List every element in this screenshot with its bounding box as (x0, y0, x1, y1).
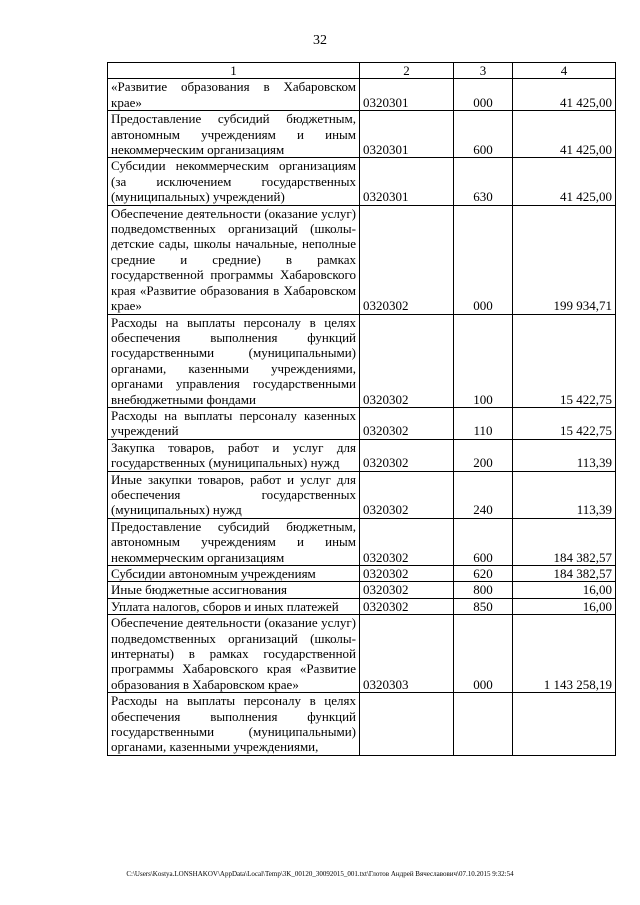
row-expense-type: 110 (454, 407, 513, 439)
table-row (108, 693, 616, 756)
row-target-code: 0320302 (360, 471, 454, 518)
row-amount: 15 422,75 (513, 314, 616, 407)
row-expense-type: 630 (454, 158, 513, 205)
row-description: Иные закупки товаров, работ и услуг для обеспечения государственных (муниципальных) нужд (108, 471, 360, 518)
row-description: Расходы на выплаты персоналу в целях обеспечения выполнения функций государственными (муниципальными) органами, казенными учреждениями, (108, 693, 360, 756)
row-description: Предоставление субсидий бюджетным, автономным учреждениям и иным некоммерческим организациям (108, 518, 360, 565)
table-row (108, 471, 616, 518)
row-expense-type: 200 (454, 439, 513, 471)
row-description: Субсидии автономным учреждениям (108, 566, 360, 582)
budget-table (107, 62, 616, 756)
row-expense-type: 000 (454, 615, 513, 693)
row-description: Обеспечение деятельности (оказание услуг) подведомственных организаций (школы-детские сады, школы начальные, неполные средние и средние) в рамках государственной программы Хабаровского края «Развитие образования в Хабаровском крае» (108, 205, 360, 314)
row-amount: 41 425,00 (513, 158, 616, 205)
row-description: Предоставление субсидий бюджетным, автономным учреждениям и иным некоммерческим организациям (108, 111, 360, 158)
row-expense-type: 600 (454, 518, 513, 565)
header-col-2: 2 (360, 63, 454, 79)
row-expense-type (454, 693, 513, 756)
row-amount: 41 425,00 (513, 111, 616, 158)
row-target-code: 0320303 (360, 615, 454, 693)
row-amount: 16,00 (513, 582, 616, 598)
row-target-code (360, 693, 454, 756)
row-expense-type: 800 (454, 582, 513, 598)
table-row (108, 79, 616, 111)
file-path-footer: C:\Users\Kostya.LONSHAKOV\AppData\Local\Temp\3K_00120_30092015_001.txt\Глотов Андрей Вячеславович\07.10.2015 9:32:54 (126, 870, 514, 878)
table-row (108, 566, 616, 582)
table-row (108, 205, 616, 314)
row-expense-type: 000 (454, 205, 513, 314)
row-target-code: 0320302 (360, 598, 454, 614)
row-amount: 1 143 258,19 (513, 615, 616, 693)
row-target-code: 0320302 (360, 518, 454, 565)
row-target-code: 0320302 (360, 205, 454, 314)
table-row (108, 314, 616, 407)
row-description: Уплата налогов, сборов и иных платежей (108, 598, 360, 614)
row-target-code: 0320302 (360, 407, 454, 439)
row-amount: 16,00 (513, 598, 616, 614)
table-row (108, 407, 616, 439)
row-target-code: 0320301 (360, 79, 454, 111)
row-amount: 113,39 (513, 439, 616, 471)
row-target-code: 0320301 (360, 158, 454, 205)
row-target-code: 0320302 (360, 582, 454, 598)
row-description: Расходы на выплаты персоналу в целях обеспечения выполнения функций государственными (муниципальными) органами, казенными учреждениями, органами управления государственными внебюджетными фондами (108, 314, 360, 407)
header-col-4: 4 (513, 63, 616, 79)
row-target-code: 0320302 (360, 566, 454, 582)
row-expense-type: 000 (454, 79, 513, 111)
row-description: Расходы на выплаты персоналу казенных учреждений (108, 407, 360, 439)
table-row (108, 158, 616, 205)
row-amount: 184 382,57 (513, 518, 616, 565)
row-expense-type: 850 (454, 598, 513, 614)
row-amount: 41 425,00 (513, 79, 616, 111)
table-row (108, 615, 616, 693)
table-row (108, 518, 616, 565)
table-row (108, 582, 616, 598)
table-row (108, 439, 616, 471)
table-row (108, 111, 616, 158)
row-amount: 199 934,71 (513, 205, 616, 314)
row-target-code: 0320301 (360, 111, 454, 158)
header-col-3: 3 (454, 63, 513, 79)
row-expense-type: 600 (454, 111, 513, 158)
row-description: Иные бюджетные ассигнования (108, 582, 360, 598)
row-amount: 184 382,57 (513, 566, 616, 582)
row-expense-type: 620 (454, 566, 513, 582)
row-expense-type: 240 (454, 471, 513, 518)
row-description: Субсидии некоммерческим организациям (за исключением государственных (муниципальных) учреждений) (108, 158, 360, 205)
row-amount: 113,39 (513, 471, 616, 518)
table-header-row (108, 63, 616, 79)
row-amount: 15 422,75 (513, 407, 616, 439)
row-description: Обеспечение деятельности (оказание услуг) подведомственных организаций (школы-интернаты) в рамках государственной программы Хабаровского края «Развитие образования в Хабаровском крае» (108, 615, 360, 693)
row-description: «Развитие образования в Хабаровском крае» (108, 79, 360, 111)
page-number: 32 (313, 33, 327, 48)
row-expense-type: 100 (454, 314, 513, 407)
row-target-code: 0320302 (360, 439, 454, 471)
row-description: Закупка товаров, работ и услуг для государственных (муниципальных) нужд (108, 439, 360, 471)
header-col-1: 1 (108, 63, 360, 79)
table-row (108, 598, 616, 614)
row-target-code: 0320302 (360, 314, 454, 407)
row-amount (513, 693, 616, 756)
